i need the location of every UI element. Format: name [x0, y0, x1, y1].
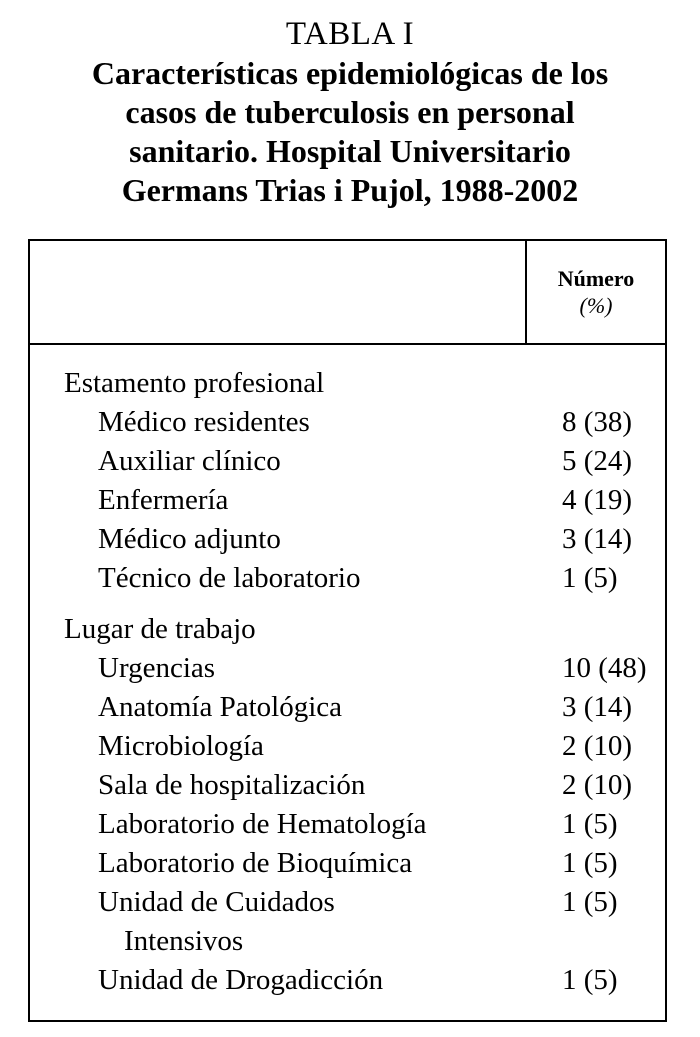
table-label: TABLA I: [285, 16, 415, 52]
row-value: 2 (10): [562, 769, 633, 801]
data-table: [28, 239, 667, 1022]
row-value: 1 (5): [562, 562, 618, 594]
row-label: Anatomía Patológica: [98, 691, 343, 723]
row-value: 3 (14): [562, 691, 633, 723]
row-value: 2 (10): [562, 730, 633, 762]
caption-line: Germans Trias i Pujol, 1988-2002: [121, 172, 579, 208]
group-heading: Lugar de trabajo: [64, 613, 256, 645]
caption-line: Características epidemiológicas de los: [91, 55, 609, 91]
table-row: [30, 883, 665, 961]
table-row: [30, 961, 665, 1000]
row-label: Auxiliar clínico: [98, 445, 281, 477]
table-row: [30, 403, 665, 442]
row-label-line: Intensivos: [124, 925, 244, 957]
row-value: 3 (14): [562, 523, 633, 555]
table-row: [30, 727, 665, 766]
percent-header-label: (%): [579, 293, 613, 318]
group-heading-row: [30, 364, 665, 403]
row-value: 8 (38): [562, 406, 633, 438]
table-row: [30, 805, 665, 844]
caption-line: sanitario. Hospital Universitario: [129, 133, 571, 169]
table-header-row: [30, 241, 665, 345]
number-header-label: Número: [557, 266, 635, 291]
table-row: [30, 442, 665, 481]
caption-line: casos de tuberculosis en personal: [125, 94, 575, 130]
row-label: Laboratorio de Hematología: [98, 808, 427, 840]
table-caption: [0, 54, 700, 210]
row-label: Unidad de Drogadicción: [98, 964, 384, 996]
table-title-block: [0, 14, 700, 210]
table-row: [30, 481, 665, 520]
row-label: Sala de hospitalización: [98, 769, 366, 801]
row-label: Técnico de laboratorio: [98, 562, 361, 594]
row-label: Médico residentes: [98, 406, 310, 438]
row-label: Urgencias: [98, 652, 216, 684]
group-spacer: [30, 598, 665, 610]
table-row: [30, 844, 665, 883]
row-value: 1 (5): [562, 886, 618, 918]
row-label: [98, 883, 428, 961]
row-value: 1 (5): [562, 847, 618, 879]
table-row: [30, 559, 665, 598]
group-heading-row: [30, 610, 665, 649]
group-heading: Estamento profesional: [64, 367, 325, 399]
row-value: 1 (5): [562, 808, 618, 840]
table-row: [30, 688, 665, 727]
row-label-line: Unidad de Cuidados: [98, 886, 335, 918]
row-label: Enfermería: [98, 484, 229, 516]
row-value: 10 (48): [562, 652, 647, 684]
row-label: Laboratorio de Bioquímica: [98, 847, 413, 879]
column-header-number: [527, 265, 665, 319]
table-row: [30, 649, 665, 688]
table-row: [30, 766, 665, 805]
row-value: 1 (5): [562, 964, 618, 996]
table-body: [30, 364, 665, 1000]
row-label: Microbiología: [98, 730, 264, 762]
row-label: Médico adjunto: [98, 523, 281, 555]
row-value: 4 (19): [562, 484, 633, 516]
row-value: 5 (24): [562, 445, 633, 477]
table-row: [30, 520, 665, 559]
